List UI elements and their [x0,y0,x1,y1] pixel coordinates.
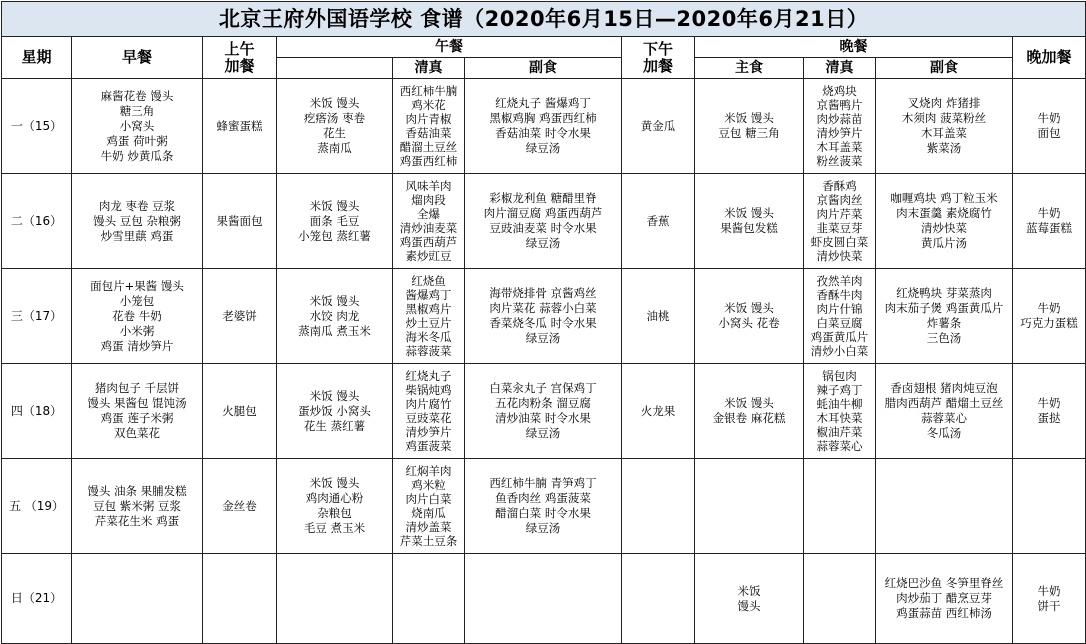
header-pm-snack-line: 下午 [642,39,673,58]
menu-item-line: 火腿包 [222,403,257,418]
breakfast-cell [72,554,203,644]
menu-item-line: 豆包 紫米粥 豆浆 [93,498,181,513]
lunch-side-cell [465,269,622,364]
header-breakfast: 早餐 [72,37,203,79]
menu-item-line: 五花肉粉条 溜豆腐 [495,396,591,410]
menu-item-line: 肉片溜豆腐 鸡蛋西葫芦 [483,206,603,220]
menu-item-line: 米饭 馒头 [309,198,360,213]
menu-item-line: 豆豉菜花 [405,411,452,425]
header-lunch: 午餐 [277,37,622,58]
menu-item-line: 肉末蛋羹 素烧腐竹 [896,206,992,220]
menu-item-line: 蒜蓉菜心 [816,439,863,453]
menu-item-line: 海带烧排骨 京酱鸡丝 [489,286,597,300]
lunch-side-cell [465,174,622,269]
menu-item-line: 鸡米粒 [411,478,446,492]
menu-item-line: 黄瓜片汤 [921,236,967,250]
menu-item-line: 绿豆汤 [525,426,561,440]
menu-table [1,1,1086,644]
menu-item-line: 三色汤 [926,331,962,345]
menu-item-line: 鸡蛋菠菜 [405,439,452,453]
menu-item-line: 熘肉段 [411,193,446,207]
menu-item-line: 清炒油麦菜 [399,221,458,235]
dinner-staple-cell [695,554,804,644]
menu-item-line: 黄金瓜 [640,118,676,133]
menu-item-line: 彩椒龙利鱼 糖醋里脊 [489,191,597,205]
menu-item-line: 蜂蜜蛋糕 [216,118,263,133]
menu-item-line: 面包 [1037,126,1061,140]
menu-item-line: 馒头 果酱包 馄饨汤 [87,396,187,410]
menu-item-line: 韭菜豆芽 [816,221,863,235]
menu-item-line: 清炒笋片 [816,126,863,140]
day-row [2,364,1086,459]
menu-item-line: 酱爆鸡丁 [405,288,452,302]
menu-item-line: 馒头 [737,598,761,613]
menu-item-line: 肉片白菜 [405,492,452,506]
dinner-halal-cell [804,364,876,459]
day-cell: 三（17） [2,269,72,364]
am-snack-cell [203,459,277,554]
menu-item-line: 小笼包 蒸红薯 [298,228,371,243]
menu-item-line: 米饭 馒头 [309,388,360,403]
header-lunch-staple [277,58,393,79]
menu-item-line: 花生 蒸红薯 [303,418,366,433]
menu-sheet [1,1,1085,621]
menu-item-line: 西红柿牛腩 [399,84,458,98]
menu-item-line: 清炒快菜 [816,249,863,263]
day-row [2,174,1086,269]
pm-snack-cell [622,174,695,269]
menu-item-line: 木耳盖菜 [921,126,967,140]
day-row [2,79,1086,174]
menu-item-line: 花卷 牛奶 [112,308,162,323]
pm-snack-cell [622,269,695,364]
lunch-halal-cell [393,174,465,269]
menu-item-line: 蓝莓蛋糕 [1026,221,1073,235]
page-title: 北京王府外国语学校 食谱（2020年6月15日—2020年6月21日） [2,2,1086,37]
menu-item-line: 绿豆汤 [525,521,561,535]
lunch-side-cell [465,554,622,644]
menu-item-line: 香菇油菜 时令水果 [495,126,591,140]
menu-item-line: 米饭 [737,583,761,598]
menu-item-line: 绿豆汤 [525,236,561,250]
day-cell: 一（15） [2,79,72,174]
day-cell: 二（16） [2,174,72,269]
menu-item-line: 醋溜土豆丝 [399,140,458,154]
lunch-staple-cell [277,174,393,269]
menu-item-line: 牛奶 [1037,111,1061,125]
lunch-staple-cell [277,459,393,554]
lunch-staple-cell [277,554,393,644]
pm-snack-cell [622,554,695,644]
dinner-side-cell [876,79,1013,174]
menu-item-line: 冬瓜汤 [926,426,962,440]
dinner-halal-cell [804,554,876,644]
menu-item-line: 牛奶 [1037,396,1061,410]
menu-item-line: 鸡蛋蒜苗 西红柿汤 [896,606,992,620]
menu-item-line: 绿豆汤 [525,141,561,155]
header-dinner-staple: 主食 [695,58,804,79]
menu-item-line: 风味羊肉 [405,179,452,193]
menu-item-line: 蒜蓉菜心 [921,411,967,425]
dinner-staple-cell [695,174,804,269]
menu-item-line: 芹菜花生米 鸡蛋 [94,513,180,528]
menu-item-line: 牛奶 [1037,301,1061,315]
menu-item-line: 小米粥 [119,323,155,338]
breakfast-cell [72,269,203,364]
dinner-staple-cell [695,459,804,554]
dinner-halal-cell [804,79,876,174]
menu-item-line: 金银卷 麻花糕 [712,411,786,425]
late-snack-cell [1013,554,1086,644]
header-lunch-side: 副食 [465,58,622,79]
late-snack-cell [1013,364,1086,459]
menu-item-line: 白菜汆丸子 宫保鸡丁 [489,381,597,395]
day-row [2,459,1086,554]
menu-item-line: 紫菜汤 [926,141,962,155]
lunch-halal-cell [393,554,465,644]
menu-item-line: 面条 毛豆 [309,213,360,228]
menu-item-line: 香卤翅根 猪肉炖豆泡 [890,381,998,395]
menu-item-line: 牛奶 [1037,583,1061,598]
menu-item-line: 牛奶 [1037,206,1061,220]
breakfast-cell [72,79,203,174]
menu-item-line: 鸡蛋 荷叶粥 [106,133,168,148]
day-cell: 五 （19） [2,459,72,554]
menu-item-line: 炸薯条 [926,316,962,330]
menu-item-line: 虾皮圆白菜 [810,235,869,249]
menu-item-line: 黑椒鸡片 [405,302,452,316]
menu-item-line: 鸡蛋西葫芦 [399,235,458,249]
header-am-snack-line: 加餐 [224,56,255,75]
menu-item-line: 素炒豇豆 [405,249,452,263]
menu-item-line: 豆包 糖三角 [718,126,780,140]
menu-item-line: 肉片芹菜 [816,207,863,221]
menu-item-line: 鸡蛋黄瓜片 [810,330,869,344]
menu-item-line: 烧鸡块 [822,84,857,98]
lunch-staple-cell [277,269,393,364]
lunch-halal-cell [393,79,465,174]
menu-item-line: 木耳快菜 [816,411,863,425]
menu-item-line: 清炒笋片 [405,425,452,439]
dinner-side-cell [876,269,1013,364]
title-row [2,2,1086,37]
menu-item-line: 小窝头 花卷 [718,316,780,330]
menu-item-line: 炒雪里蕻 鸡蛋 [100,228,174,243]
menu-item-line: 老婆饼 [222,308,257,323]
am-snack-cell [203,174,277,269]
day-cell: 日（21） [2,554,72,644]
dinner-staple-cell [695,269,804,364]
menu-item-line: 猪肉包子 千层饼 [94,381,180,395]
menu-item-line: 肉片菜花 蒜蓉小白菜 [489,301,597,315]
pm-snack-cell [622,364,695,459]
am-snack-cell [203,269,277,364]
menu-item-line: 肉炒茄丁 醋烹豆芽 [896,591,992,605]
header-am-snack [203,37,277,79]
dinner-side-cell [876,174,1013,269]
menu-item-line: 水饺 肉龙 [309,308,360,323]
header-row [2,37,1086,58]
menu-item-line: 鸡蛋西红柿 [399,154,458,168]
menu-item-line: 蒸南瓜 煮玉米 [298,323,371,338]
lunch-staple-cell [277,79,393,174]
menu-item-line: 清炒快菜 [921,221,967,235]
menu-item-line: 肉片青椒 [405,112,452,126]
menu-item-line: 红烧丸子 酱爆鸡丁 [495,96,591,110]
menu-item-line: 红烧鸭块 芽菜蒸肉 [896,286,992,300]
menu-item-line: 饼干 [1037,598,1061,613]
menu-item-line: 小笼包 [119,293,155,308]
lunch-halal-cell [393,459,465,554]
pm-snack-cell [622,459,695,554]
menu-item-line: 红烧巴沙鱼 冬笋里脊丝 [884,576,1004,590]
dinner-staple-cell [695,79,804,174]
menu-item-line: 鸡蛋 清炒笋片 [100,338,174,353]
menu-item-line: 京酱肉丝 [816,193,863,207]
lunch-side-cell [465,459,622,554]
header-day: 星期 [2,37,72,79]
menu-item-line: 芹菜土豆条 [399,534,458,548]
menu-item-line: 烧南瓜 [411,506,446,520]
menu-item-line: 白菜豆腐 [816,316,863,330]
menu-item-line: 果酱面包 [216,213,263,228]
menu-item-line: 小窝头 [119,118,155,133]
breakfast-cell [72,459,203,554]
menu-item-line: 粉丝菠菜 [816,154,863,168]
menu-item-line: 米饭 馒头 [724,301,774,315]
menu-item-line: 香菇油菜 [405,126,452,140]
menu-item-line: 柴锅炖鸡 [405,383,452,397]
dinner-halal-cell [804,269,876,364]
lunch-halal-cell [393,269,465,364]
menu-item-line: 面包片+果酱 馒头 [90,278,184,293]
menu-item-line: 香菜烧冬瓜 时令水果 [489,316,597,330]
dinner-side-cell [876,554,1013,644]
menu-item-line: 毛豆 煮玉米 [303,521,366,535]
menu-item-line: 豆豉油麦菜 时令水果 [489,221,597,235]
menu-item-line: 清炒盖菜 [405,520,452,534]
menu-item-line: 海米冬瓜 [405,330,452,344]
header-late-snack: 晚加餐 [1013,37,1086,79]
menu-item-line: 腊肉西葫芦 醋熘土豆丝 [884,396,1004,410]
menu-item-line: 杂粮包 [317,506,352,520]
menu-item-line: 红焖羊肉 [405,464,452,478]
late-snack-cell [1013,79,1086,174]
header-dinner-side: 副食 [876,58,1013,79]
menu-item-line: 鸡肉通心粉 [305,491,364,505]
menu-item-line: 孜然羊肉 [816,274,863,288]
menu-item-line: 炒土豆片 [405,316,452,330]
menu-item-line: 蛋炒饭 小窝头 [298,403,371,418]
menu-item-line: 鱼香肉丝 鸡蛋菠菜 [495,491,591,505]
lunch-staple-cell [277,364,393,459]
day-cell: 四（18） [2,364,72,459]
dinner-halal-cell [804,459,876,554]
menu-item-line: 蒜蓉菠菜 [405,344,452,358]
menu-item-line: 火龙果 [640,403,676,418]
menu-item-line: 肉片什锦 [816,302,863,316]
menu-item-line: 米饭 馒头 [724,396,774,410]
menu-item-line: 蒸南瓜 [317,141,352,155]
menu-item-line: 米饭 馒头 [309,293,360,308]
pm-snack-cell [622,79,695,174]
menu-item-line: 鸡米花 [411,98,446,112]
menu-item-line: 牛奶 炒黄瓜条 [100,148,174,163]
menu-item-line: 金丝卷 [222,498,257,513]
menu-item-line: 米饭 馒头 [309,96,360,110]
menu-item-line: 全爆 [417,207,440,221]
menu-item-line: 红烧鱼 [411,274,446,288]
menu-item-line: 红烧丸子 [405,369,452,383]
dinner-staple-cell [695,364,804,459]
day-row [2,269,1086,364]
am-snack-cell [203,554,277,644]
menu-item-line: 鸡蛋 莲子米粥 [100,411,174,425]
menu-item-line: 米饭 馒头 [724,111,774,125]
menu-item-line: 蚝油牛柳 [816,397,863,411]
menu-item-line: 椒油芹菜 [816,425,863,439]
dinner-side-cell [876,364,1013,459]
menu-item-line: 木耳盖菜 [816,140,863,154]
header-dinner-halal: 清真 [804,58,876,79]
menu-item-line: 米饭 馒头 [724,206,774,220]
menu-item-line: 叉烧肉 炸猪排 [907,96,981,110]
menu-item-line: 米饭 馒头 [309,476,360,490]
dinner-halal-cell [804,174,876,269]
menu-item-line: 肉炒蒜苗 [816,112,863,126]
menu-item-line: 香蕉 [646,213,670,228]
menu-item-line: 蛋挞 [1037,411,1061,425]
menu-body [2,79,1086,644]
menu-item-line: 清炒小白菜 [810,344,869,358]
menu-item-line: 肉片腐竹 [405,397,452,411]
lunch-halal-cell [393,364,465,459]
header-am-snack-line: 上午 [224,39,255,58]
menu-item-line: 花生 [323,126,346,140]
menu-item-line: 锅包肉 [822,369,857,383]
late-snack-cell [1013,269,1086,364]
menu-item-line: 糖三角 [119,103,155,118]
breakfast-cell [72,364,203,459]
menu-item-line: 清炒油菜 时令水果 [495,411,591,425]
menu-item-line: 肉龙 枣卷 豆浆 [98,198,176,213]
menu-item-line: 香酥鸡 [822,179,857,193]
menu-item-line: 黑椒鸡胸 鸡蛋西红柿 [489,111,597,125]
menu-item-line: 木须肉 菠菜粉丝 [901,111,987,125]
menu-item-line: 馒头 油条 果脯发糕 [87,483,187,498]
header-dinner: 晚餐 [695,37,1013,58]
late-snack-cell [1013,459,1086,554]
menu-item-line: 肉末茄子煲 鸡蛋黄瓜片 [884,301,1004,315]
lunch-side-cell [465,79,622,174]
menu-item-line: 麻酱花卷 馒头 [100,88,174,103]
menu-item-line: 巧克力蛋糕 [1020,316,1078,330]
header-pm-snack-line: 加餐 [642,56,673,75]
am-snack-cell [203,79,277,174]
header-lunch-halal: 清真 [393,58,465,79]
am-snack-cell [203,364,277,459]
menu-item-line: 馒头 豆包 杂粮粥 [93,213,181,228]
menu-item-line: 辣子鸡丁 [816,383,863,397]
menu-item-line: 疙瘩汤 枣卷 [303,111,366,125]
menu-item-line: 油桃 [646,308,670,323]
day-row [2,554,1086,644]
breakfast-cell [72,174,203,269]
lunch-side-cell [465,364,622,459]
late-snack-cell [1013,174,1086,269]
menu-item-line: 果酱包发糕 [720,221,778,235]
dinner-side-cell [876,459,1013,554]
menu-item-line: 双色菜花 [114,426,160,440]
menu-item-line: 醋溜白菜 时令水果 [495,506,591,520]
menu-item-line: 绿豆汤 [525,331,561,345]
menu-item-line: 京酱鸭片 [816,98,863,112]
menu-item-line: 咖喱鸡块 鸡丁粒玉米 [890,191,998,205]
header-pm-snack [622,37,695,79]
menu-item-line: 西红柿牛腩 青笋鸡丁 [489,476,597,490]
menu-item-line: 香酥牛肉 [816,288,863,302]
